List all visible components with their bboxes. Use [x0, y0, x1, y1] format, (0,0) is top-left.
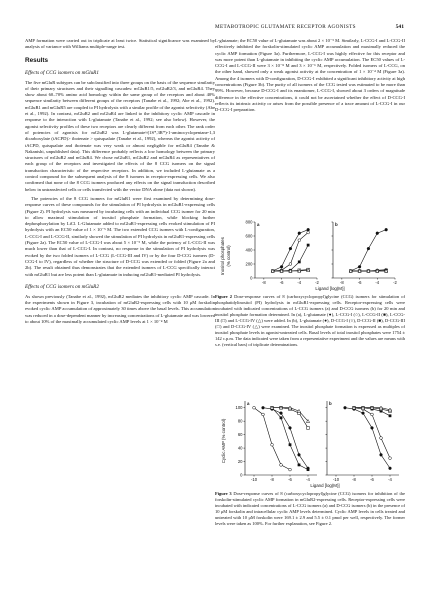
y-tick-label: 600	[245, 233, 253, 239]
data-point	[298, 261, 301, 264]
y-tick-label: 0	[250, 275, 253, 281]
data-point	[280, 265, 283, 268]
figure-3-caption-text: Dose-response curves of 8 (carboxycyclopropyl)glycine (CCG) isomers for inhibition of the forskolin-stimulated cyclic AMP formation in mGluR2-expressing cells. Receptor-expressing cells were incubated with indicated concentrations of L-CCG isomers (a) and D-CCG isomers (b) in the presence of 10 μM forskolin and intracellular cyclic AMP levels determined. Cyclic AMP levels in cells treated and untreated with 10 μM forskolin were 169.1 ± 2.9 and 5.5 ± 0.1 pmol per well, respectively. The former levels were taken as 100%. For further explanation, see Figure 2.	[215, 491, 406, 526]
data-point	[389, 467, 392, 470]
running-header	[215, 24, 404, 34]
x-tick-label: -10	[332, 477, 340, 482]
panel-label: a	[247, 401, 250, 406]
y-axis-label: (% control)	[226, 245, 231, 267]
figure-2	[215, 216, 405, 348]
y-tick-label: 80	[237, 418, 243, 424]
figure-3-caption-label: Figure 3	[215, 491, 232, 496]
data-point	[289, 443, 292, 446]
data-point	[380, 453, 383, 456]
data-point	[289, 263, 292, 266]
panel-label: b	[335, 222, 338, 227]
data-point	[271, 443, 274, 446]
figure-2-plot	[215, 216, 405, 292]
results-heading: Results	[25, 56, 49, 64]
data-point	[253, 406, 256, 409]
paragraph: The potencies of the 8 CCG isomers for mGluR1 were first examined by determining dose-response curves of these compounds for the stimulation of PI hydrolysis in mGluR1-expressing cells (Figure 2). PI hydrolysis was measured by incubating cells with an individual CCG isomer for 20 min to allow maximal stimulation of inositol phosphate formation, while blocking further dephosphorylation by LiCl. L-Glutamate added to mGluR1-expressing cells evoked stimulation of PI hydrolysis with an EC50 value of 1 × 10⁻⁵ M. The two extended CCG isomers with L-configuration, L-CCG-I and L-CCG-II, similarly showed the stimulation of PI hydrolysis in mGluR1-expressing cells (Figure 2a). The EC50 value of L-CCG-I was about 5 × 10⁻⁵ M, while the potency of L-CCG-II was much lower than that of L-CCG-I. In contrast, no response in the stimulation of PI hydrolysis was evoked by the two folded isomers of L-CCG (L-CCG-III and IV) or by the four D-CCG isomers (D-CCG-I to IV), regardless of whether the structure of D-CCG was extended or folded (Figure 2a and 2b). The result obtained thus demonstrates that the extended isomers of L-CCG specifically interact with mGluR1 but are less potent than L-glutamate in inducing mGluR1-mediated PI hydrolysis.	[25, 195, 215, 277]
figure-2-caption-text: Dose-response curves of 8 (carboxycyclopropyl)glycine (CCG) isomers for stimulation of phosphatidylinositol (PI) hydrolysis in mGluR1-expressing cells. Receptor-expressing cells were incubated with indicated concentrations of L-CCG isomers (a) and D-CCG isomers (b) for 20 min and inositol phosphate formation determined. In (a), L-glutamate (●), L-CCG-I (○), L-CCG-II (■), L-CCG-III (□) and L-CCG-IV (△) were added. In (b), L-glutamate (●), D-CCG-I (○), D-CCG-II (■), D-CCG-III (□) and D-CCG-IV (△) were examined. The inositol phosphate formation is expressed as multiples of inositol phosphate levels in agonist-untreated cells. Basal levels of total inositol phosphates were 1754 ± 142 c.p.m. The data indicated were taken from a representative experiment and the values are means with s.e. (vertical bars) of triplicate determinations.	[215, 294, 406, 347]
x-tick-label: -6	[357, 280, 362, 285]
x-tick-label: -2	[393, 280, 397, 285]
y-tick-label: 400	[245, 247, 253, 253]
data-point	[307, 228, 310, 231]
panel-label: a	[257, 222, 260, 227]
figure-3-plot	[215, 395, 405, 489]
panel-label: b	[329, 401, 332, 406]
y-tick-label: 800	[245, 219, 253, 225]
x-tick-label: -8	[261, 280, 266, 285]
data-point	[367, 247, 370, 250]
x-tick-label: -10	[250, 477, 258, 482]
page-number: 541	[395, 24, 404, 30]
left-column	[25, 38, 215, 328]
data-point	[362, 412, 365, 415]
y-axis-label: Cyclic AMP (% control)	[221, 418, 226, 464]
x-tick-label: -4	[388, 477, 392, 482]
x-tick-label: -8	[270, 477, 274, 482]
methods-tail-paragraph: AMP formation were carried out in triplicate at least twice. Statistical significance was examined by analysis of variance with Williams multiple-range test.	[25, 38, 215, 50]
y-tick-label: 100	[235, 405, 243, 411]
data-point	[358, 265, 361, 268]
data-point	[389, 457, 392, 460]
data-point	[280, 412, 283, 415]
data-point	[280, 416, 283, 419]
data-point	[289, 468, 292, 471]
x-axis-label: Ligand [log(M)]	[315, 286, 345, 291]
x-tick-label: -6	[288, 477, 292, 482]
figure-2-caption-label: Figure 2	[215, 294, 233, 299]
x-tick-label: -4	[297, 280, 302, 285]
data-point	[298, 453, 301, 456]
series-line	[272, 408, 308, 428]
data-point	[371, 413, 374, 416]
series-line	[254, 408, 290, 470]
x-tick-label: -2	[315, 280, 319, 285]
x-tick-label: -6	[279, 280, 284, 285]
x-tick-label: -8	[339, 280, 344, 285]
paragraph: As shown previously (Tanabe et al., 1992), mGluR2 mediates the inhibitory cyclic AMP cascade. In the experiments shown in Figure 3, incubation of mGluR2-expressing cells with 10 μM forskolin evoked cyclic AMP accumulation of approximately 30 times above the basal levels. This accumulation was reduced in a dose-dependent manner by increasing concentrations of L-glutamate and was lowered to about 10% of the maximally accumulated cyclic AMP levels at 1 × 10⁻⁴ M	[25, 293, 215, 324]
figure-3-caption	[215, 491, 405, 527]
data-point	[344, 406, 347, 409]
data-point	[307, 244, 310, 247]
figure-3	[215, 395, 405, 527]
data-point	[298, 232, 301, 235]
x-axis-label: Ligand [log(M)]	[310, 483, 340, 488]
data-point	[280, 464, 283, 467]
figure-2-caption	[215, 294, 405, 348]
data-point	[262, 406, 265, 409]
data-point	[289, 427, 292, 430]
data-point	[298, 464, 301, 467]
right-column	[215, 38, 405, 117]
x-tick-label: -4	[306, 477, 310, 482]
running-head-title: METABOTROPIC GLUTAMATE RECEPTOR AGONISTS	[215, 24, 356, 30]
paragraph: L-glutamate; the EC50 value of L-glutamate was about 2 × 10⁻⁵ M. Similarly, L-CCG-I and L-CCG-II effectively inhibited the forskolin-stimulated cyclic AMP accumulation and maximally reduced the cyclic AMP formation (Figure 3a). Furthermore, L-CCG-I was highly effective for this receptor and was more potent than L-glutamate in inhibiting the cyclic AMP accumulation. The EC50 values of L-CCG-I and L-CCG-II were 3 × 10⁻⁸ M and 3 × 10⁻⁶ M, respectively. Folded isomers of L-CCG, on the other hand, showed only a weak agonist activity at the concentration of 1 × 10⁻⁴ M (Figure 3a). Among the 4 isomers with D-configuration, D-CCG-I exhibited a significant inhibitory activity at high concentrations (Figure 3b). The purity of all isomers of the CCG tested was estimated to be more than 99%. However, because D-CCG-I and its enantiomer, L-CCG-I, showed about 3 orders of magnitude difference in the effective concentrations, it could not be ascertained whether the effect of D-CCG-I reflects its intrinsic activity or arises from the possible presence of a trace amount of L-CCG-I in our D-CCG-I preparation.	[215, 38, 405, 113]
data-point	[389, 414, 392, 417]
y-axis-label: Inositol phosphates	[220, 237, 225, 275]
data-point	[289, 247, 292, 250]
y-tick-label: 20	[237, 458, 243, 464]
data-point	[307, 427, 310, 430]
data-point	[376, 232, 379, 235]
subheading-mglur1: Effects of CCG isomers on mGluR1	[25, 69, 99, 76]
series-line	[351, 230, 386, 271]
x-tick-label: -8	[352, 477, 356, 482]
y-tick-label: 60	[237, 432, 243, 438]
data-point	[371, 427, 374, 430]
paragraph: The five mGluR subtypes can be subclassified into three groups on the basis of the sequence similarity of their primary structures and their signalling cascades: mGluR1/5, mGluR2/3, and mGluR4. They show about 60–70% amino acid homology within the same group of the receptors and about 40% sequence similarity between different groups of the receptors (Tanabe et al., 1992; Abe et al., 1992). mGluR1 and mGluR5 are coupled to PI hydrolysis with a similar profile of the agonist selectivity (Abe et al., 1992). In contrast, mGluR2 and mGluR4 are linked to the inhibitory cyclic AMP cascade in response to the interaction with L-glutamate (Tanabe et al., 1992; see also below). However, the agonist selectivity profiles of these two receptors are clearly different from each other. The rank order of potencies of agonists for mGluR2 was L-glutamate≈(1S*,3R*)-1-aminocyclopentane-1,3 dicarboxylate (tACPD)> ibotenate > quisqualate (Tanabe et al., 1992), whereas the agonist activity of tACPD, quisqualate and ibotenate was very weak or almost negligible for mGluR4 (Tanabe & Nakanishi, unpublished data). This difference probably reflects a low homology between the primary structures of mGluR2 and mGluR4. We chose mGluR1, mGluR2 and mGluR4 as representatives of each group of the receptors and investigated the effects of the 8 CCG isomers on the signal transduction characteristic of the respective receptors. In addition, we included L-glutamate as a control compound for the subsequent analysis of the 8 isomers in receptor-expressing cells. We also confirmed that none of the 8 CCG isomers produced any effects on the signal transduction described below in untransfected cells or cells transfected with the vector DNA alone (data not shown).	[25, 79, 215, 192]
y-tick-label: 0	[240, 472, 243, 478]
x-tick-label: -6	[370, 477, 374, 482]
data-point	[307, 468, 310, 471]
data-point	[380, 437, 383, 440]
data-point	[307, 231, 310, 234]
y-tick-label: 200	[245, 261, 253, 267]
data-point	[385, 228, 388, 231]
data-point	[298, 239, 301, 242]
series-line	[345, 408, 390, 469]
y-tick-label: 40	[237, 445, 243, 451]
data-point	[262, 413, 265, 416]
x-tick-label: -4	[375, 280, 380, 285]
subheading-mglur2: Effects of CCG isomers on mGluR2	[25, 283, 99, 290]
